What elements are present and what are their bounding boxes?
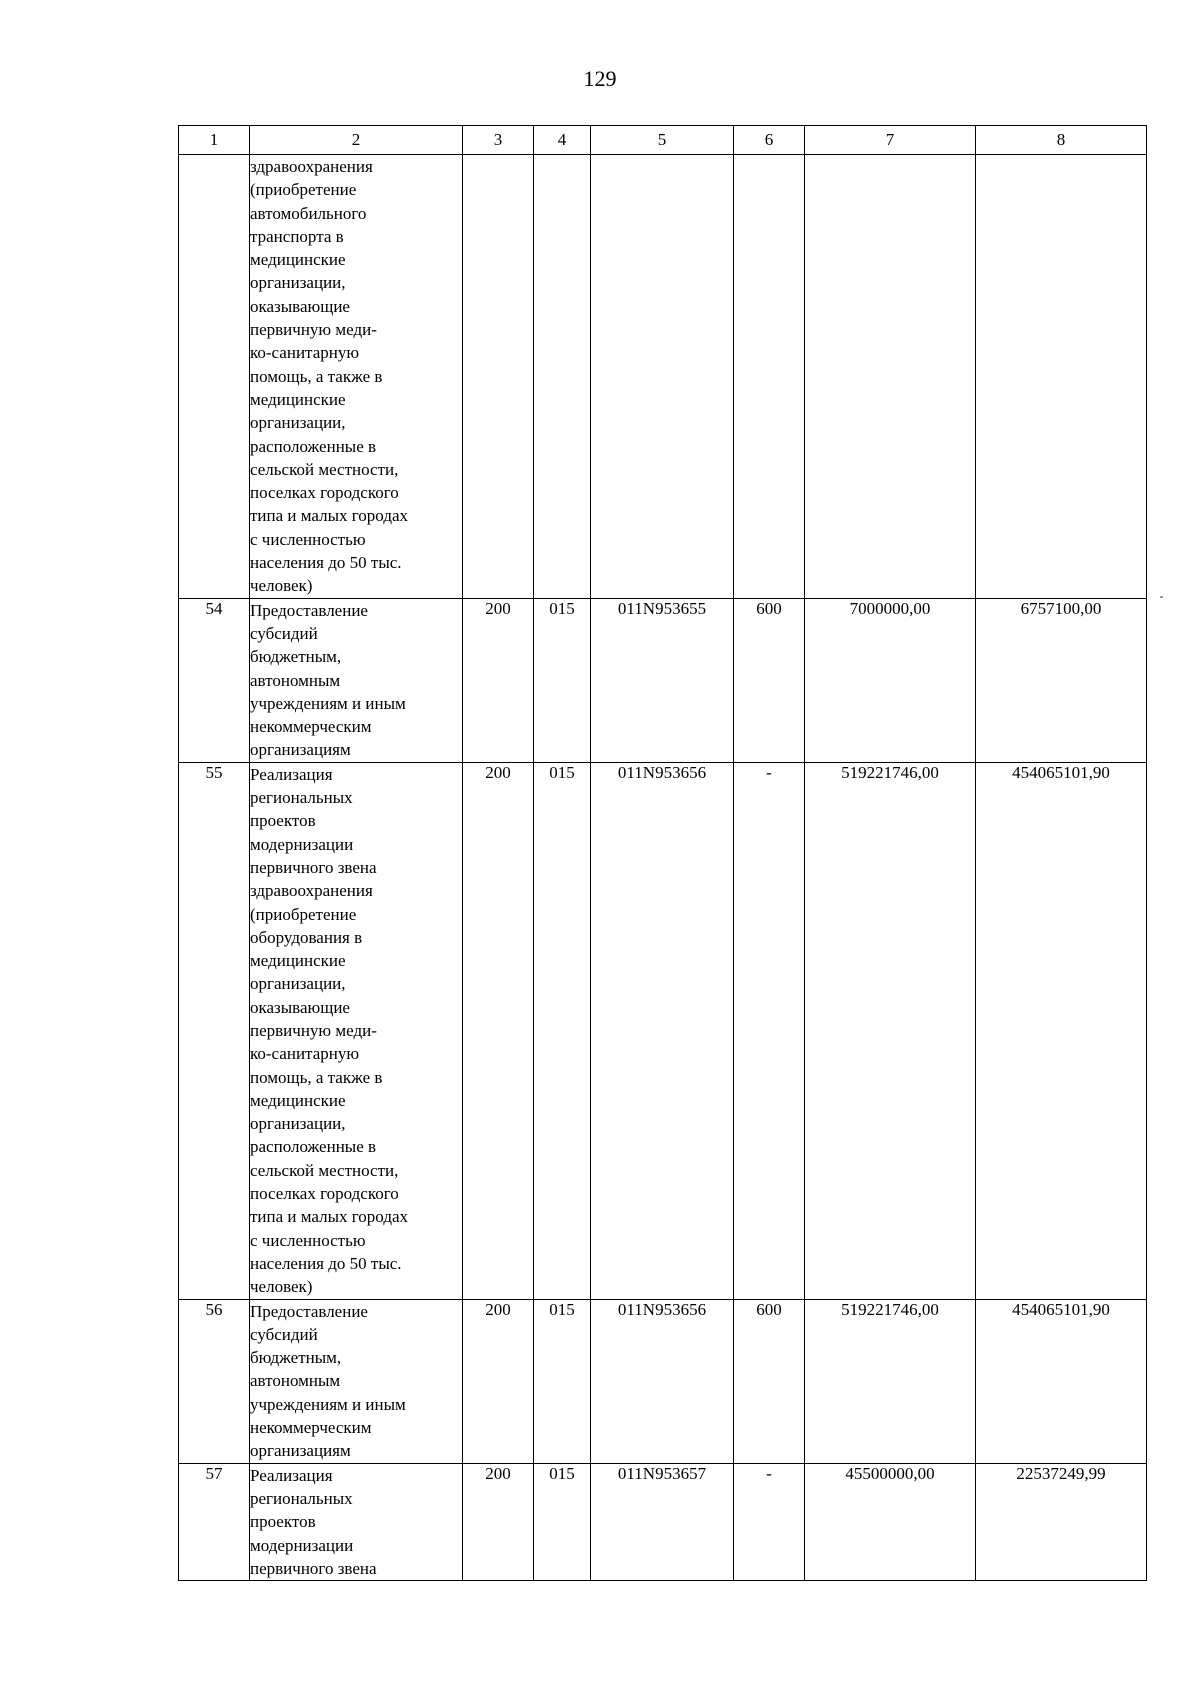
row-col-7: 7000000,00 [805, 598, 976, 762]
header-row [179, 126, 1147, 155]
row-col-6 [734, 155, 805, 599]
row-number: 56 [179, 1299, 250, 1463]
row-col-3: 200 [463, 1299, 534, 1463]
row-name: Предоставление субсидий бюджетным, автономным учреждениям и иным некоммерческим организациям [250, 598, 463, 762]
row-col-8: 454065101,90 [976, 762, 1147, 1299]
row-col-4: 015 [534, 1463, 591, 1580]
row-col-8: 454065101,90 [976, 1299, 1147, 1463]
row-col-7: 45500000,00 [805, 1463, 976, 1580]
row-col-6: - [734, 762, 805, 1299]
row-col-7 [805, 155, 976, 599]
row-number [179, 155, 250, 599]
row-name: здравоохранения (приобретение автомобильного транспорта в медицинские организации, оказывающие первичную меди- ко-санитарную помощь, а также в медицинские организации, расположенные в сельской местности, поселках городского типа и малых городах с численностью населения до 50 тыс. человек) [250, 155, 463, 599]
row-col-4: 015 [534, 598, 591, 762]
row-col-3: 200 [463, 1463, 534, 1580]
row-col-4: 015 [534, 762, 591, 1299]
row-col-4 [534, 155, 591, 599]
row-col-4: 015 [534, 1299, 591, 1463]
row-target-code: 011N953655 [591, 598, 734, 762]
row-col-8: 6757100,00 [976, 598, 1147, 762]
header-col-6: 6 [734, 126, 805, 155]
table-row [179, 155, 1147, 599]
row-col-3: 200 [463, 762, 534, 1299]
table-row [179, 1463, 1147, 1580]
budget-table [178, 125, 1147, 1581]
scan-speck [1160, 596, 1163, 598]
row-number: 57 [179, 1463, 250, 1580]
row-name: Предоставление субсидий бюджетным, автономным учреждениям и иным некоммерческим организациям [250, 1299, 463, 1463]
row-target-code: 011N953657 [591, 1463, 734, 1580]
header-col-3: 3 [463, 126, 534, 155]
row-number: 55 [179, 762, 250, 1299]
table-row [179, 762, 1147, 1299]
row-col-7: 519221746,00 [805, 1299, 976, 1463]
row-col-6: 600 [734, 598, 805, 762]
table-row [179, 1299, 1147, 1463]
row-col-6: 600 [734, 1299, 805, 1463]
row-target-code: 011N953656 [591, 762, 734, 1299]
header-col-1: 1 [179, 126, 250, 155]
row-col-8 [976, 155, 1147, 599]
row-col-3: 200 [463, 598, 534, 762]
header-col-2: 2 [250, 126, 463, 155]
header-col-5: 5 [591, 126, 734, 155]
row-name: Реализация региональных проектов модернизации первичного звена [250, 1463, 463, 1580]
row-target-code [591, 155, 734, 599]
header-col-8: 8 [976, 126, 1147, 155]
row-name: Реализация региональных проектов модернизации первичного звена здравоохранения (приобретение оборудования в медицинские организации, оказывающие первичную меди- ко-санитарную помощь, а также в медицинские организации, расположенные в сельской местности, поселках городского типа и малых городах с численностью населения до 50 тыс. человек) [250, 762, 463, 1299]
header-col-4: 4 [534, 126, 591, 155]
row-col-7: 519221746,00 [805, 762, 976, 1299]
row-target-code: 011N953656 [591, 1299, 734, 1463]
row-col-6: - [734, 1463, 805, 1580]
row-col-8: 22537249,99 [976, 1463, 1147, 1580]
page-number: 129 [583, 66, 617, 91]
table-row [179, 598, 1147, 762]
header-col-7: 7 [805, 126, 976, 155]
row-col-3 [463, 155, 534, 599]
row-number: 54 [179, 598, 250, 762]
